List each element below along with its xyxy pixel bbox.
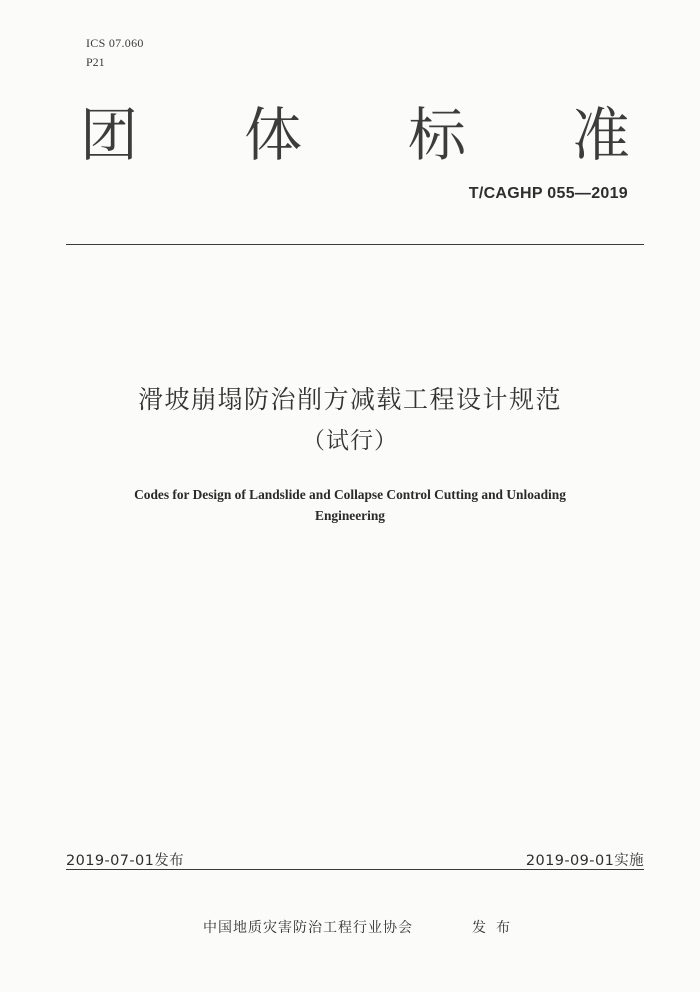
- top-divider: [66, 244, 644, 245]
- english-title-line-2: Engineering: [315, 508, 385, 523]
- publisher-name: 中国地质灾害防治工程行业协会: [203, 920, 413, 936]
- title-char-1: 团: [80, 101, 139, 169]
- title-char-2: 体: [243, 101, 302, 169]
- chinese-title: 滑坡崩塌防治削方减载工程设计规范: [137, 385, 562, 414]
- english-title-line-1: Codes for Design of Landslide and Collapse Control Cutting and Unloading: [134, 487, 566, 502]
- effective-date: 2019-09-01实施: [525, 853, 644, 869]
- standard-number: T/CAGHP 055—2019: [468, 185, 628, 202]
- title-char-4: 准: [571, 101, 630, 169]
- issue-date: 2019-07-01发布: [66, 853, 185, 869]
- english-title: [70, 484, 630, 526]
- document-category-title: [80, 100, 630, 170]
- classification-code: P21: [86, 55, 105, 69]
- ics-code: ICS 07.060: [86, 36, 144, 50]
- title-char-3: 标: [407, 101, 466, 169]
- publish-label: 发布: [472, 920, 520, 936]
- chinese-subtitle: （试行）: [302, 428, 398, 454]
- bottom-divider: [66, 869, 644, 870]
